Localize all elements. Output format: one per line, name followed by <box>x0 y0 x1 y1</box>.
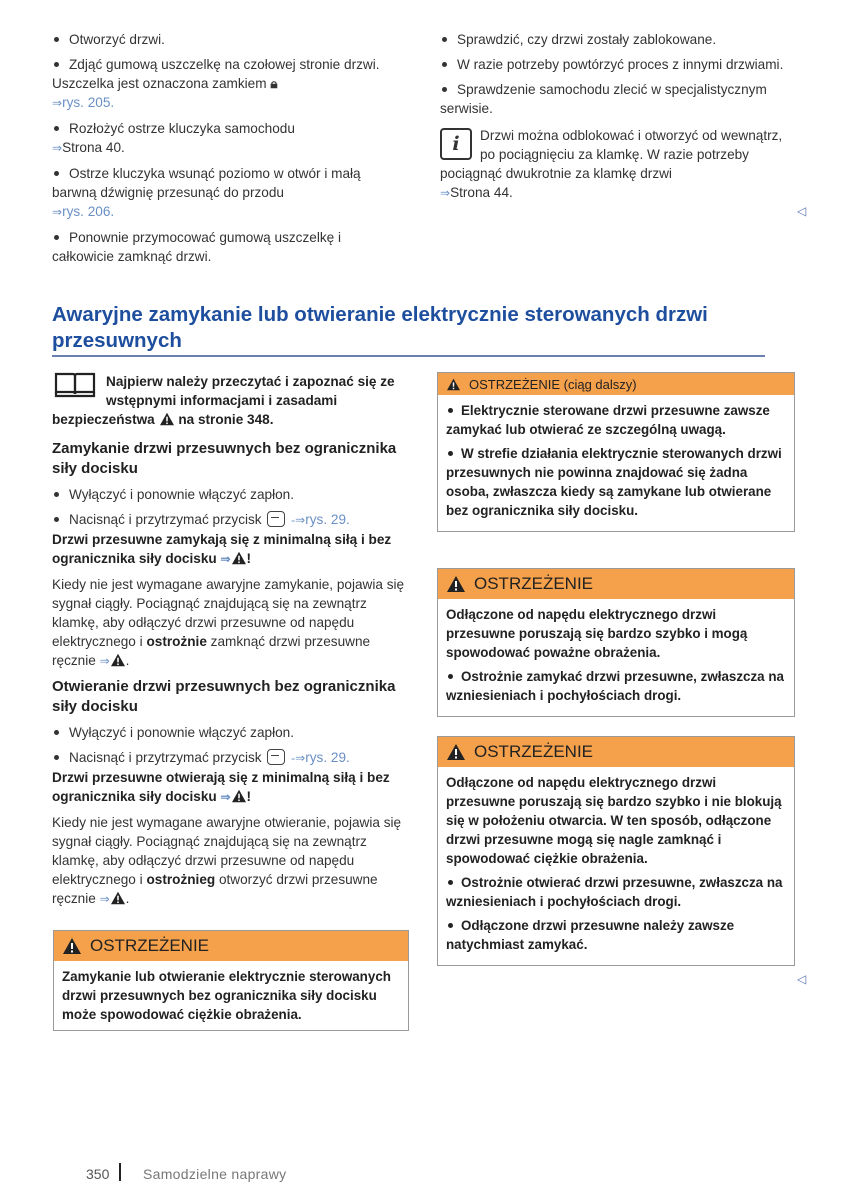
list-item: Rozłożyć ostrze kluczyka samochodu ⇒Strona 40. <box>52 121 295 155</box>
lock-icon: 🔒︎ <box>270 76 278 91</box>
list-item: W razie potrzeby powtórzyć proces z innymi drzwiami. <box>440 55 790 74</box>
top-left-column <box>52 30 397 272</box>
footer-title: Samodzielne naprawy <box>143 1166 287 1182</box>
section-end-icon: ◁ <box>797 204 807 218</box>
warning-triangle-icon <box>231 789 247 803</box>
section-title: Awaryjne zamykanie lub otwieranie elektrycznie sterowanych drzwi przesuwnych <box>52 303 708 352</box>
warning-header: OSTRZEŻENIE (ciąg dalszy) <box>438 373 794 395</box>
warning-box <box>437 736 795 966</box>
warning-triangle-icon <box>110 891 126 905</box>
list-item: Sprawdzić, czy drzwi zostały zablokowane. <box>440 30 790 49</box>
figure-reference[interactable]: rys. 205. <box>62 95 115 110</box>
book-icon <box>54 372 96 403</box>
warning-triangle-icon <box>231 551 247 565</box>
list-item: Nacisnąć i przytrzymać przycisk -⇒rys. 29. <box>52 748 410 768</box>
subsection-title: Zamykanie drzwi przesuwnych bez ogranicznika siły docisku <box>52 440 397 477</box>
top-right-column <box>440 30 790 203</box>
warning-box <box>53 930 409 1031</box>
list-item: Zdjąć gumową uszczelkę na czołowej stronie drzwi. Uszczelka jest oznaczona zamkiem 🔒︎ ⇒rys. 205. <box>52 57 380 110</box>
warning-header: OSTRZEŻENIE <box>438 569 794 599</box>
list-item: Otworzyć drzwi. <box>52 30 397 49</box>
info-note: i Drzwi można odblokować i otworzyć od wewnątrz, po pociągnięciu za klamkę. W razie potrzeby pociągnąć dwukrotnie za klamkę drzwi ⇒Strona 44. <box>440 128 783 200</box>
warning-triangle-icon <box>446 378 461 391</box>
subsection-title: Otwieranie drzwi przesuwnych bez ogranicznika siły docisku <box>52 678 396 715</box>
result-text: Drzwi przesuwne zamykają się z minimalną siłą i bez ogranicznika siły docisku ⇒ ! <box>52 532 392 566</box>
list-item: Ponownie przymocować gumową uszczelkę i całkowicie zamknąć drzwi. <box>52 230 341 264</box>
section-end-icon: ◁ <box>797 972 807 986</box>
intro-note: Najpierw należy przeczytać i zapoznać się ze wstępnymi informacjami i zasadami bezpieczeństwa na stronie 348. <box>52 374 395 427</box>
warning-box <box>437 568 795 717</box>
warning-triangle-icon <box>62 937 82 955</box>
footer-divider <box>119 1163 121 1181</box>
warning-header: OSTRZEŻENIE <box>54 931 408 961</box>
info-icon: i <box>440 128 472 160</box>
figure-reference[interactable]: rys. 29. <box>305 512 350 527</box>
button-icon <box>267 511 285 527</box>
page-reference[interactable]: Strona 44. <box>450 185 513 200</box>
warning-triangle-icon <box>159 412 175 426</box>
result-text: Drzwi przesuwne otwierają się z minimalną siłą i bez ogranicznika siły docisku ⇒ ! <box>52 770 390 804</box>
left-column <box>52 372 410 915</box>
warning-text: Odłączone od napędu elektrycznego drzwi przesuwne poruszają się bardzo szybko i mogą spowodować poważne obrażenia. Ostrożnie zamykać drzwi przesuwne, zwłaszcza na wzniesieniach i pochyłościach drogi. <box>446 607 784 703</box>
list-item: Wyłączyć i ponownie włączyć zapłon. <box>52 723 410 742</box>
list-item: Wyłączyć i ponownie włączyć zapłon. <box>52 485 410 504</box>
page-reference[interactable]: Strona 40. <box>62 140 125 155</box>
figure-reference[interactable]: rys. 206. <box>62 204 115 219</box>
warning-box-continued <box>437 372 795 532</box>
warning-triangle-icon <box>110 653 126 667</box>
title-rule <box>52 355 765 357</box>
warning-triangle-icon <box>446 743 466 761</box>
warning-text: Odłączone od napędu elektrycznego drzwi przesuwne poruszają się bardzo szybko i nie blokują się w położeniu otwarcia. W ten sposób, odłączone drzwi przesuwne mogą się nagle zamknąć i spowodować ciężkie obrażenia. Ostrożnie otwierać drzwi przesuwne, zwłaszcza na wzniesieniach i pochyłościach drogi. Odłączone drzwi przesuwne należy zawsze natychmiast zamykać. <box>446 775 783 952</box>
page-number: 350 <box>86 1166 110 1182</box>
list-item: Sprawdzenie samochodu zlecić w specjalistycznym serwisie. <box>440 82 767 116</box>
warning-header: OSTRZEŻENIE <box>438 737 794 767</box>
paragraph: Kiedy nie jest wymagane awaryjne zamykanie, pojawia się sygnał ciągły. Pociągnąć znajdującą się na zewnątrz klamkę, aby odłączyć drzwi przesuwne od napędu elektrycznego i ostrożnie zamknąć drzwi przesuwne ręcznie ⇒ . <box>52 577 405 668</box>
warning-text: Elektrycznie sterowane drzwi przesuwne zawsze zamykać lub otwierać ze szczególną uwagą. W strefie działania elektrycznie sterowanych drzwi przesuwnych nie powinna znajdować się żadna osoba, zwłaszcza kiedy są zamykane lub otwierane bez ogranicznika siły docisku. <box>446 403 782 518</box>
button-icon <box>267 749 285 765</box>
list-item: Ostrze kluczyka wsunąć poziomo w otwór i małą barwną dźwignię przesunąć do przodu ⇒rys. 206. <box>52 166 361 219</box>
paragraph: Kiedy nie jest wymagane awaryjne otwieranie, pojawia się sygnał ciągły. Pociągnąć znajdującą się na zewnątrz klamkę, aby odłączyć drzwi przesuwne od napędu elektrycznego i ostrożnieg otworzyć drzwi przesuwne ręcznie ⇒ . <box>52 815 402 906</box>
warning-triangle-icon <box>446 575 466 593</box>
list-item: Nacisnąć i przytrzymać przycisk -⇒rys. 29. <box>52 510 410 530</box>
figure-reference[interactable]: rys. 29. <box>305 750 350 765</box>
warning-text: Zamykanie lub otwieranie elektrycznie sterowanych drzwi przesuwnych bez ogranicznika siły docisku może spowodować ciężkie obrażenia. <box>62 969 391 1022</box>
